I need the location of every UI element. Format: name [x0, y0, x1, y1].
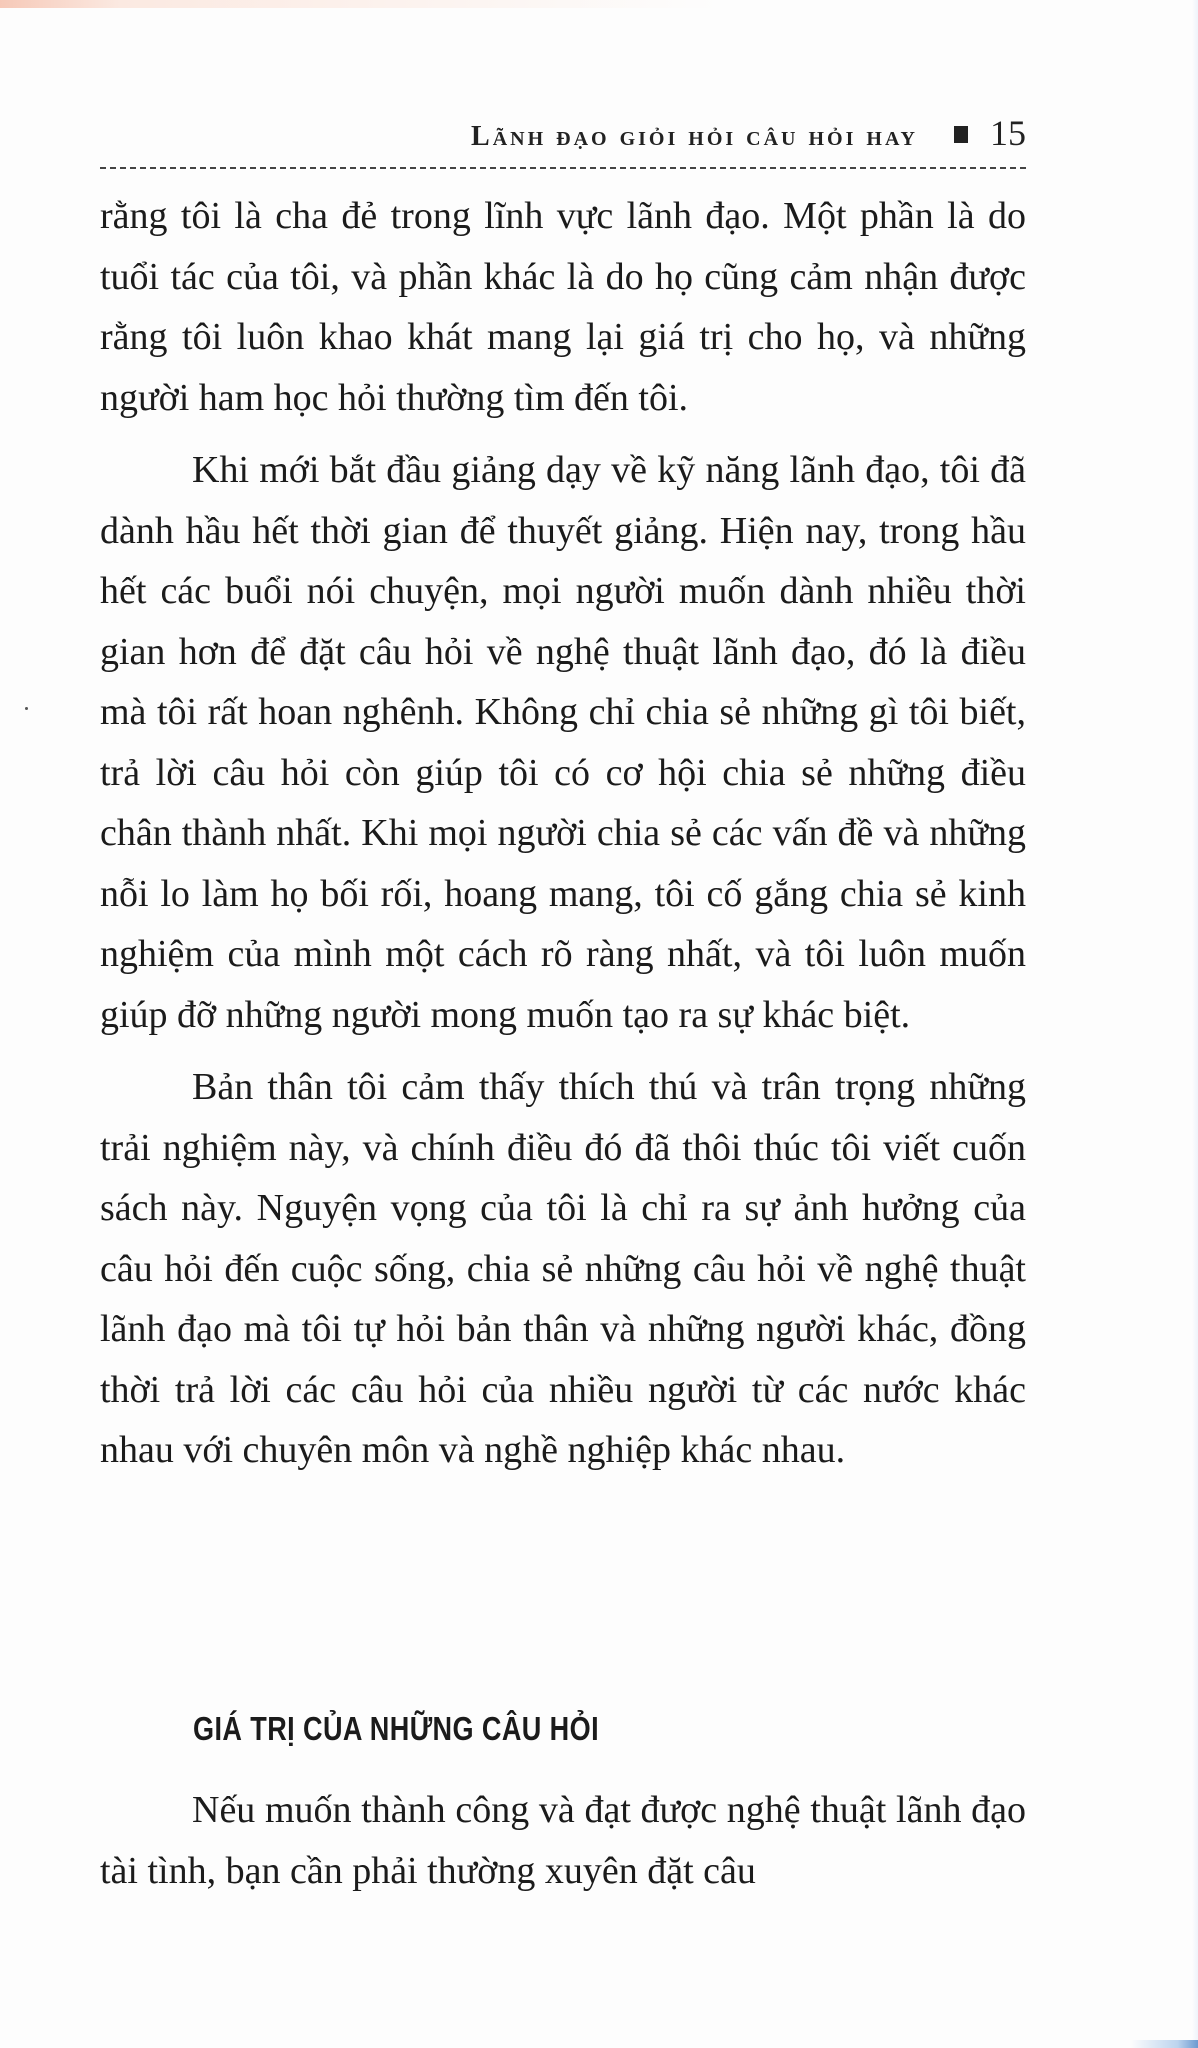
- paragraph: Khi mới bắt đầu giảng dạy về kỹ năng lãnh đạo, tôi đã dành hầu hết thời gian để thuyết giảng. Hiện nay, trong hầu hết các buổi nói chuyện, mọi người muốn dành nhiều thời gian hơn để đặt câu hỏi về nghệ thuật lãnh đạo, đó là điều mà tôi rất hoan nghênh. Không chỉ chia sẻ những gì tôi biết, trả lời câu hỏi còn giúp tôi có cơ hội chia sẻ những điều chân thành nhất. Khi mọi người chia sẻ các vấn đề và những nỗi lo làm họ bối rối, hoang mang, tôi cố gắng chia sẻ kinh nghiệm của mình một cách rõ ràng nhất, và tôi luôn muốn giúp đỡ những người mong muốn tạo ra sự khác biệt.: [100, 449, 1026, 1036]
- page-number: 15: [990, 113, 1026, 153]
- square-bullet-icon: [954, 126, 968, 143]
- scan-edge-top: [0, 0, 1198, 8]
- paragraph: Nếu muốn thành công và đạt được nghệ thuật lãnh đạo tài tình, bạn cần phải thường xuyên đặt câu: [100, 1789, 1026, 1892]
- scan-edge-bottom: [1130, 2040, 1198, 2048]
- running-head: [100, 112, 1026, 154]
- paragraph: rằng tôi là cha đẻ trong lĩnh vực lãnh đạo. Một phần là do tuổi tác của tôi, và phần khác là do họ cũng cảm nhận được rằng tôi luôn khao khát mang lại giá trị cho họ, và những người ham học hỏi thường tìm đến tôi.: [100, 195, 1026, 419]
- scan-edge-right: [1192, 0, 1198, 2048]
- paragraph: Bản thân tôi cảm thấy thích thú và trân trọng những trải nghiệm này, và chính điều đó đã thôi thúc tôi viết cuốn sách này. Nguyện vọng của tôi là chỉ ra sự ảnh hưởng của câu hỏi đến cuộc sống, chia sẻ những câu hỏi về nghệ thuật lãnh đạo mà tôi tự hỏi bản thân và những người khác, đồng thời trả lời các câu hỏi của nhiều người từ các nước khác nhau với chuyên môn và nghề nghiệp khác nhau.: [100, 1066, 1026, 1471]
- body-text: [100, 186, 1026, 1481]
- section-heading: GIÁ TRỊ CỦA NHỮNG CÂU HỎI: [193, 1710, 600, 1747]
- scan-speck: [25, 707, 28, 710]
- section-body: [100, 1780, 1026, 1901]
- running-head-title: Lãnh đạo giỏi hỏi câu hỏi hay: [471, 121, 918, 152]
- header-dashed-rule: [100, 167, 1026, 169]
